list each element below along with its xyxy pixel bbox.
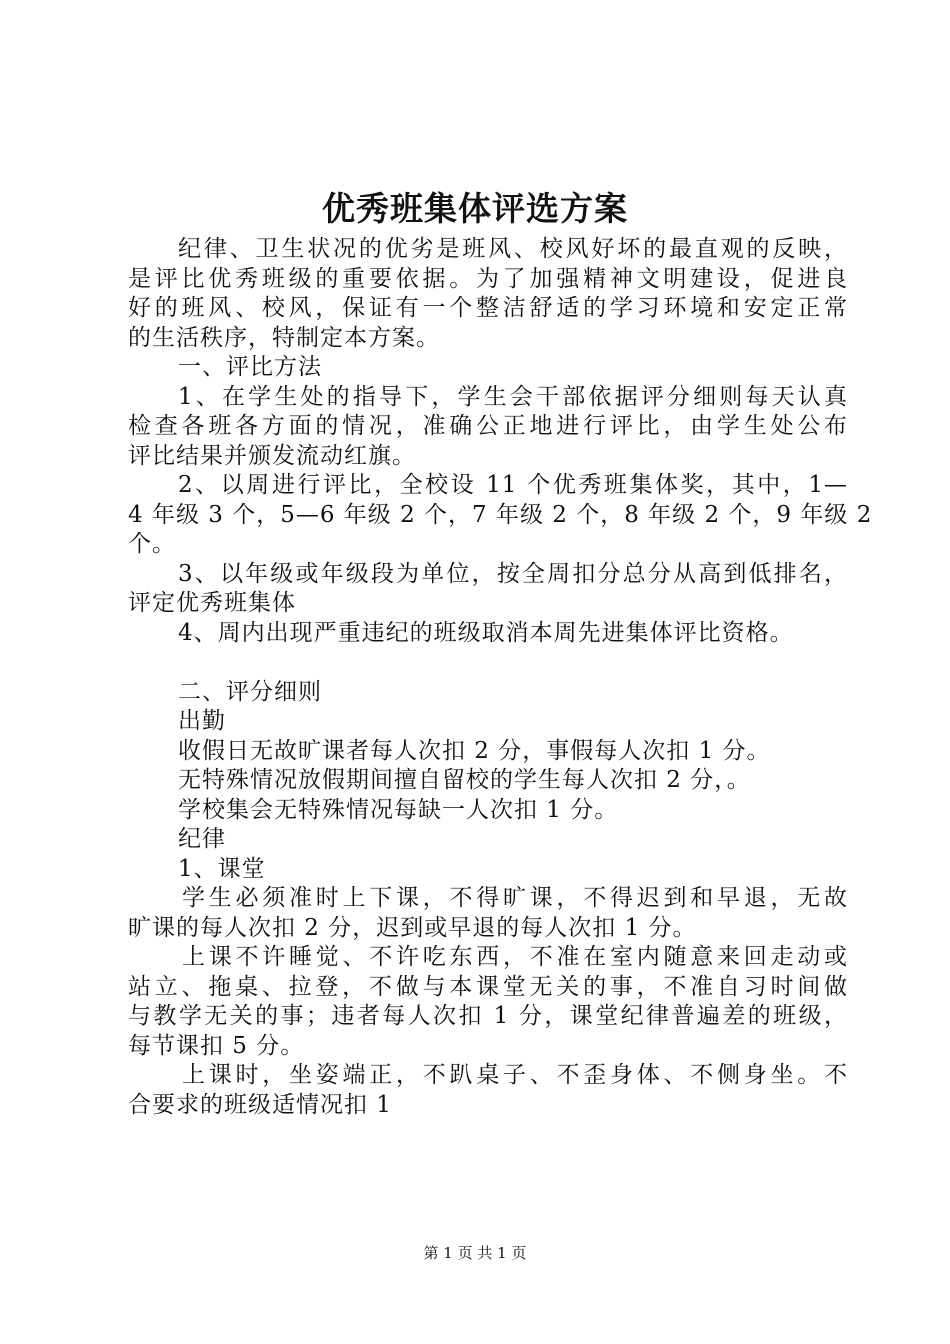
paragraph-line: 检查各班各方面的情况，准确公正地进行评比，由学生处公布 [128, 413, 848, 439]
paragraph-line: 是评比优秀班级的重要依据。为了加强精神文明建设，促进良 [128, 265, 848, 292]
document-body [128, 235, 873, 1120]
subsection-heading: 纪律 [178, 826, 226, 852]
paragraph-line: 4 年级 3 个，5—6 年级 2 个，7 年级 2 个，8 年级 2 个，9 年级 2 [128, 501, 873, 528]
paragraph-line: 学生必须准时上下课，不得旷课，不得迟到和早退，无故 [182, 885, 848, 911]
paragraph-line: 无特殊情况放假期间擅自留校的学生每人次扣 2 分，。 [178, 767, 751, 793]
paragraph-line: 2、以周进行评比，全校设 11 个优秀班集体奖，其中，1— [178, 472, 848, 498]
paragraph-line: 收假日无故旷课者每人次扣 2 分，事假每人次扣 1 分。 [178, 737, 771, 764]
paragraph-line: 纪律、卫生状况的优劣是班风、校风好坏的最直观的反映， [178, 236, 848, 262]
subsection-heading: 1、课堂 [178, 855, 266, 882]
paragraph-line: 站立、拖桌、拉登，不做与本课堂无关的事，不准自习时间做 [128, 973, 848, 1000]
paragraph-line: 学校集会无特殊情况每缺一人次扣 1 分。 [178, 796, 619, 823]
paragraph-line: 的生活秩序，特制定本方案。 [128, 324, 440, 351]
paragraph-line: 1、在学生处的指导下，学生会干部依据评分细则每天认真 [178, 383, 848, 410]
section-heading: 二、评分细则 [178, 678, 322, 705]
page-footer: 第 1 页 共 1 页 [423, 1244, 527, 1262]
paragraph-line: 每节课扣 5 分。 [128, 1032, 305, 1059]
paragraph-line: 好的班风、校风，保证有一个整洁舒适的学习环境和安定正常 [128, 295, 848, 321]
paragraph-line: 上课时，坐姿端正，不趴桌子、不歪身体、不侧身坐。不 [182, 1062, 848, 1088]
paragraph-line: 评定优秀班集体 [128, 590, 296, 616]
paragraph-line: 评比结果并颁发流动红旗。 [128, 442, 416, 469]
document-title: 优秀班集体评选方案 [322, 189, 628, 228]
subsection-heading: 出勤 [178, 708, 226, 734]
paragraph-line: 合要求的班级适情况扣 1 [128, 1091, 392, 1118]
paragraph-line: 4、周内出现严重违纪的班级取消本周先进集体评比资格。 [178, 619, 794, 646]
paragraph-line: 旷课的每人次扣 2 分，迟到或早退的每人次扣 1 分。 [128, 914, 697, 941]
section-heading: 一、评比方法 [178, 354, 322, 380]
paragraph-line: 上课不许睡觉、不许吃东西，不准在室内随意来回走动或 [182, 944, 848, 970]
blank-line [128, 648, 848, 678]
paragraph-line: 个。 [128, 531, 176, 557]
paragraph-line: 3、以年级或年级段为单位，按全周扣分总分从高到低排名， [178, 560, 848, 587]
paragraph-line: 与教学无关的事；违者每人次扣 1 分，课堂纪律普遍差的班级， [128, 1003, 848, 1029]
